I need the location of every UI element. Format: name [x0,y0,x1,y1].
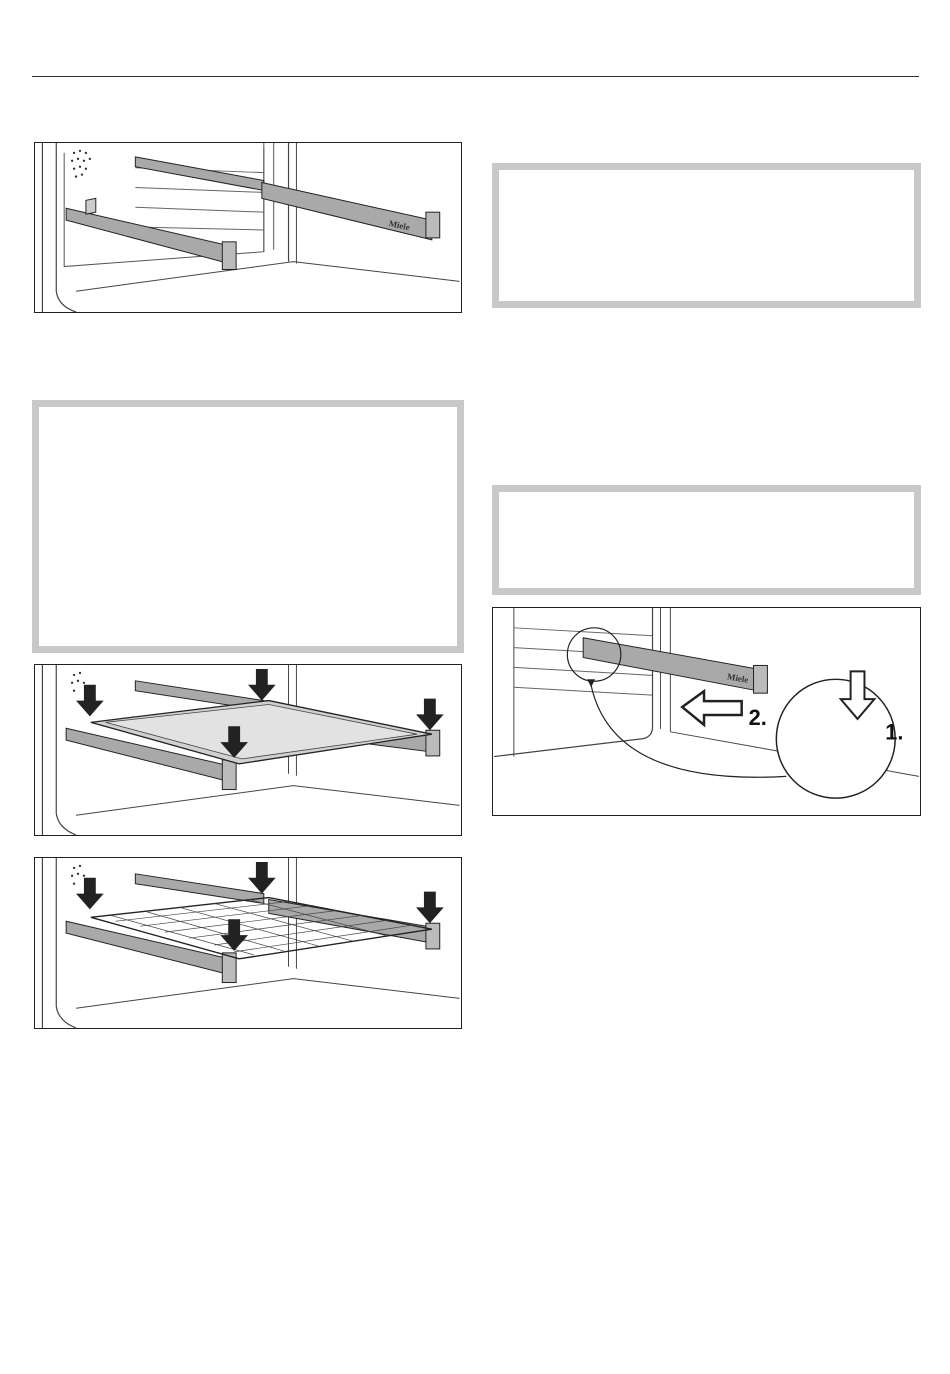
note-box-2 [32,400,464,653]
step-2-label: 2. [748,704,767,730]
figure-rack-on-runners [34,857,462,1029]
oven-runners-illustration [35,143,461,312]
arrow-left-outline [682,691,741,725]
top-rule [32,76,919,77]
figure-runner-removal [492,607,921,816]
step-1-label: 1. [885,719,904,745]
figure-runners-fitted [34,142,462,313]
brand-mark: Miele [387,218,411,233]
removal-illustration [493,608,920,815]
figure-tray-on-runners [34,664,462,836]
note-box-3 [492,485,921,595]
rack-illustration [35,858,461,1028]
note-box-1 [492,163,921,308]
brand-mark-2: Miele [726,671,750,685]
zoom-circle-large [776,679,895,798]
tray-illustration [35,665,461,835]
